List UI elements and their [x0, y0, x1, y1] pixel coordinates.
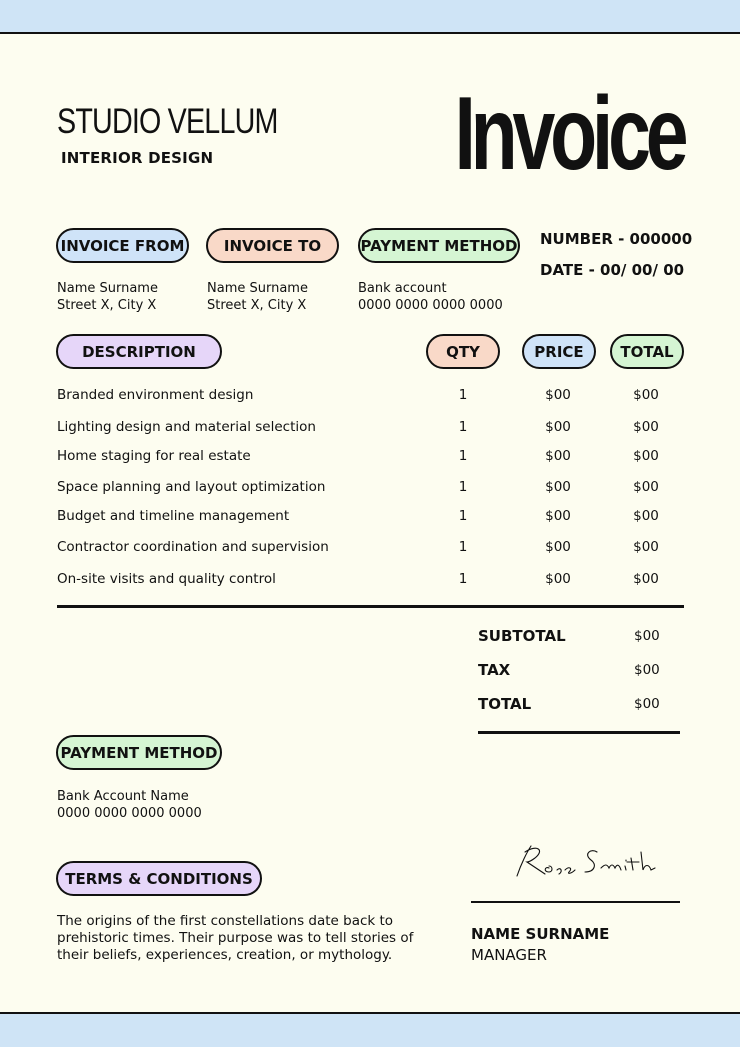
- table-row: [57, 387, 683, 405]
- subtotal-value: $00: [634, 628, 660, 644]
- row-price: $00: [545, 387, 571, 403]
- terms-text: The origins of the first constellations date back to prehistoric times. Their purpose was to tell stories of their beliefs, experiences, creation, or mythology.: [57, 913, 414, 963]
- table-row: [57, 419, 683, 437]
- row-price: $00: [545, 448, 571, 464]
- invoice-number: NUMBER - 000000: [540, 230, 693, 248]
- brand-tagline: INTERIOR DESIGN: [61, 149, 214, 167]
- row-price: $00: [545, 571, 571, 587]
- table-row: [57, 448, 683, 466]
- price-header: PRICE: [522, 334, 596, 369]
- payment-details: [358, 280, 503, 314]
- terms-label: TERMS & CONDITIONS: [56, 861, 262, 896]
- row-qty: 1: [458, 448, 468, 464]
- row-total: $00: [633, 571, 659, 587]
- payment-method-label: PAYMENT METHOD: [358, 228, 520, 263]
- top-band: [0, 0, 740, 34]
- brand-name: STUDIO VELLUM: [57, 102, 278, 141]
- row-description: Home staging for real estate: [57, 448, 251, 464]
- bank-account-number: 0000 0000 0000 0000: [57, 806, 202, 821]
- invoice-title: Invoice: [454, 76, 683, 192]
- bottom-band: [0, 1012, 740, 1047]
- grand-total-value: $00: [634, 696, 660, 712]
- from-name: Name Surname: [57, 281, 158, 296]
- qty-header: QTY: [426, 334, 500, 369]
- invoice-to-label: INVOICE TO: [206, 228, 339, 263]
- row-description: On-site visits and quality control: [57, 571, 276, 587]
- row-qty: 1: [458, 387, 468, 403]
- tax-value: $00: [634, 662, 660, 678]
- payment-type: Bank account: [358, 281, 447, 296]
- tax-label: TAX: [478, 661, 511, 679]
- bank-account-name: Bank Account Name: [57, 789, 189, 804]
- row-qty: 1: [458, 479, 468, 495]
- signature-drawing: [505, 838, 660, 884]
- row-price: $00: [545, 539, 571, 555]
- grand-total-label: TOTAL: [478, 695, 532, 713]
- table-row: [57, 539, 683, 557]
- table-row: [57, 571, 683, 589]
- to-name: Name Surname: [207, 281, 308, 296]
- row-qty: 1: [458, 508, 468, 524]
- row-total: $00: [633, 387, 659, 403]
- row-total: $00: [633, 508, 659, 524]
- table-divider: [57, 605, 684, 608]
- row-price: $00: [545, 508, 571, 524]
- row-description: Lighting design and material selection: [57, 419, 316, 435]
- row-total: $00: [633, 479, 659, 495]
- row-qty: 1: [458, 419, 468, 435]
- row-description: Branded environment design: [57, 387, 254, 403]
- to-details: [207, 280, 308, 314]
- subtotal-label: SUBTOTAL: [478, 627, 566, 645]
- row-price: $00: [545, 479, 571, 495]
- row-qty: 1: [458, 571, 468, 587]
- payment-section-label: PAYMENT METHOD: [56, 735, 222, 770]
- to-address: Street X, City X: [207, 298, 307, 313]
- row-total: $00: [633, 419, 659, 435]
- row-description: Space planning and layout optimization: [57, 479, 326, 495]
- summary-divider: [478, 731, 680, 734]
- description-header: DESCRIPTION: [56, 334, 222, 369]
- table-row: [57, 508, 683, 526]
- from-details: [57, 280, 158, 314]
- payment-account: 0000 0000 0000 0000: [358, 298, 503, 313]
- signature-line: [471, 901, 680, 903]
- total-header: TOTAL: [610, 334, 684, 369]
- signer-role: MANAGER: [471, 946, 547, 964]
- row-total: $00: [633, 448, 659, 464]
- row-total: $00: [633, 539, 659, 555]
- row-price: $00: [545, 419, 571, 435]
- table-row: [57, 479, 683, 497]
- signer-name: NAME SURNAME: [471, 925, 610, 943]
- from-address: Street X, City X: [57, 298, 157, 313]
- payment-section-details: [57, 788, 202, 822]
- row-description: Budget and timeline management: [57, 508, 290, 524]
- row-qty: 1: [458, 539, 468, 555]
- invoice-date: DATE - 00/ 00/ 00: [540, 261, 685, 279]
- row-description: Contractor coordination and supervision: [57, 539, 329, 555]
- invoice-from-label: INVOICE FROM: [56, 228, 189, 263]
